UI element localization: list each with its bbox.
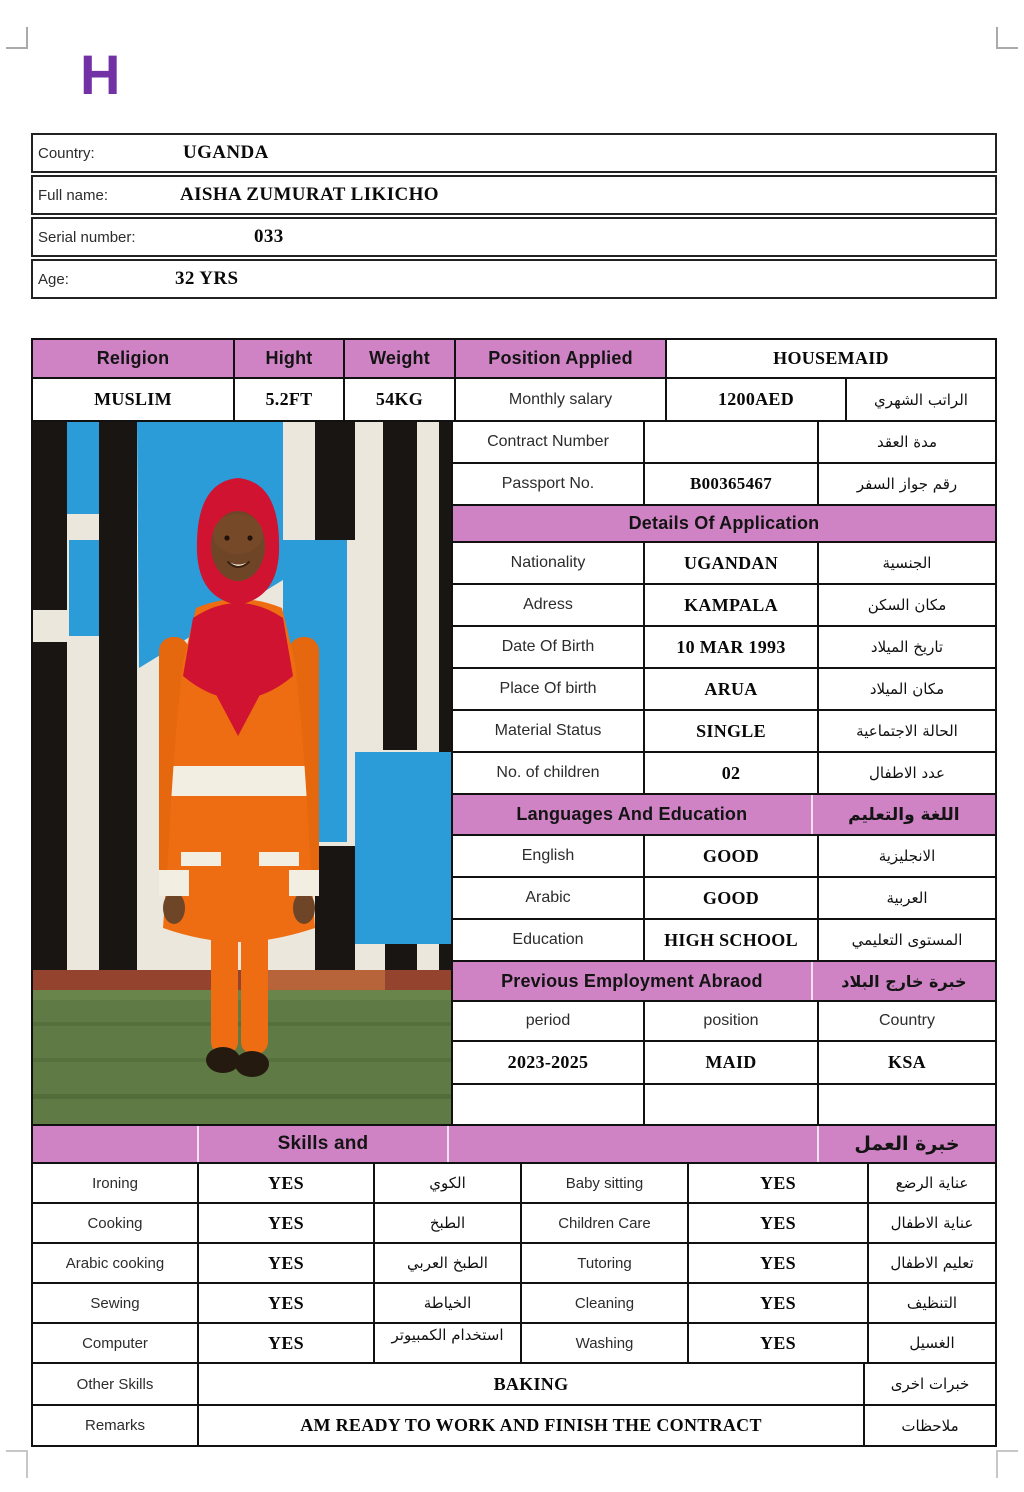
height-value: 5.2FT — [235, 379, 343, 420]
photo-and-details-section — [33, 422, 995, 1124]
full-name-label: Full name: — [38, 186, 109, 204]
age-row — [31, 259, 997, 299]
skill-computer-label: Computer — [33, 1324, 197, 1362]
skill-ironing-value: YES — [199, 1164, 373, 1202]
skill-tutoring-ar: تعليم الاطفال — [869, 1244, 995, 1282]
skill-childrencare-ar: عناية الاطفال — [869, 1204, 995, 1242]
skills-table — [33, 1164, 995, 1362]
skill-sewing-value: YES — [199, 1284, 373, 1322]
applicant-photo-illustration — [33, 422, 451, 1124]
skill-cleaning-value: YES — [689, 1284, 867, 1322]
arabic-value: GOOD — [645, 878, 817, 918]
skill-babysitting-label: Baby sitting — [522, 1164, 687, 1202]
period-column-header: period — [453, 1002, 643, 1040]
education-label-ar: المستوى التعليمي — [819, 920, 995, 960]
nationality-value: UGANDAN — [645, 543, 817, 583]
contract-number-label: Contract Number — [453, 422, 643, 462]
place-of-birth-label-ar: مكان الميلاد — [819, 669, 995, 709]
skills-section-header — [33, 1126, 995, 1162]
contract-number-value — [645, 422, 817, 462]
address-label: Adress — [453, 585, 643, 625]
children-count-value: 02 — [645, 753, 817, 793]
skill-childrencare-value: YES — [689, 1204, 867, 1242]
applicant-photo — [33, 422, 451, 1124]
previous-employment-header-ar: خبرة خارج البلاد — [813, 962, 995, 1000]
attributes-header-row — [33, 340, 995, 377]
age-label: Age: — [38, 270, 69, 288]
skill-cooking-ar: الطبخ — [375, 1204, 520, 1242]
previous-employment-header — [453, 962, 995, 1000]
skill-arabic-cooking-ar: الطبخ العربي — [375, 1244, 520, 1282]
skill-computer-value: YES — [199, 1324, 373, 1362]
previous-employment-header-en: Previous Employment Abraod — [453, 962, 811, 1000]
other-skills-ar: خبرات اخرى — [865, 1364, 995, 1404]
skill-washing-ar: الغسيل — [869, 1324, 995, 1362]
country-row — [31, 133, 997, 173]
country-column-header: Country — [819, 1002, 995, 1040]
employment-period-empty — [453, 1085, 643, 1124]
arabic-label-ar: العربية — [819, 878, 995, 918]
religion-header: Religion — [33, 340, 233, 377]
children-count-label-ar: عدد الاطفال — [819, 753, 995, 793]
skill-sewing-ar: الخياطة — [375, 1284, 520, 1322]
remarks-value: AM READY TO WORK AND FINISH THE CONTRACT — [199, 1406, 863, 1445]
remarks-ar: ملاحظات — [865, 1406, 995, 1445]
employment-position-value: MAID — [645, 1042, 817, 1083]
skill-tutoring-label: Tutoring — [522, 1244, 687, 1282]
employment-country-empty — [819, 1085, 995, 1124]
serial-number-label: Serial number: — [38, 228, 136, 246]
children-count-label: No. of children — [453, 753, 643, 793]
weight-value: 54KG — [345, 379, 454, 420]
languages-education-header — [453, 795, 995, 834]
contract-number-label-ar: مدة العقد — [819, 422, 995, 462]
skill-tutoring-value: YES — [689, 1244, 867, 1282]
page-corner-mark — [996, 1450, 1018, 1478]
monthly-salary-label: Monthly salary — [456, 379, 665, 420]
page-corner-mark — [6, 27, 28, 49]
employment-country-value: KSA — [819, 1042, 995, 1083]
passport-number-label: Passport No. — [453, 464, 643, 504]
date-of-birth-label: Date Of Birth — [453, 627, 643, 667]
passport-number-label-ar: رقم جواز السفر — [819, 464, 995, 504]
page-corner-mark — [6, 1450, 28, 1478]
skill-babysitting-ar: عناية الرضع — [869, 1164, 995, 1202]
agency-logo: H — [80, 43, 121, 106]
skill-cleaning-label: Cleaning — [522, 1284, 687, 1322]
skill-computer-ar: استخدام الكمبيوتر — [375, 1324, 520, 1362]
skill-cleaning-ar: التنظيف — [869, 1284, 995, 1322]
page-corner-mark — [996, 27, 1018, 49]
marital-status-value: SINGLE — [645, 711, 817, 751]
skills-band-title-ar: خبرة العمل — [819, 1126, 995, 1162]
full-name-value: AISHA ZUMURAT LIKICHO — [180, 184, 439, 205]
marital-status-label-ar: الحالة الاجتماعية — [819, 711, 995, 751]
remarks-row — [33, 1406, 995, 1445]
date-of-birth-label-ar: تاريخ الميلاد — [819, 627, 995, 667]
personal-info-table — [31, 133, 997, 301]
other-skills-label: Other Skills — [33, 1364, 197, 1404]
date-of-birth-value: 10 MAR 1993 — [645, 627, 817, 667]
employment-position-empty — [645, 1085, 817, 1124]
skill-ironing-label: Ironing — [33, 1164, 197, 1202]
weight-header: Weight — [345, 340, 454, 377]
serial-number-value: 033 — [254, 226, 284, 247]
skill-arabic-cooking-value: YES — [199, 1244, 373, 1282]
skill-cooking-value: YES — [199, 1204, 373, 1242]
skills-band-title-en: Skills and — [199, 1126, 447, 1162]
skills-band-spacer — [449, 1126, 817, 1162]
age-value: 32 YRS — [175, 268, 239, 289]
arabic-label: Arabic — [453, 878, 643, 918]
serial-number-row — [31, 217, 997, 257]
biodata-table — [31, 338, 997, 1447]
monthly-salary-label-ar: الراتب الشهري — [847, 379, 995, 420]
marital-status-label: Material Status — [453, 711, 643, 751]
skill-childrencare-label: Children Care — [522, 1204, 687, 1242]
address-label-ar: مكان السكن — [819, 585, 995, 625]
address-value: KAMPALA — [645, 585, 817, 625]
nationality-label: Nationality — [453, 543, 643, 583]
education-label: Education — [453, 920, 643, 960]
other-skills-value: BAKING — [199, 1364, 863, 1404]
languages-education-header-ar: اللغة والتعليم — [813, 795, 995, 834]
details-of-application-header: Details Of Application — [453, 506, 995, 541]
religion-value: MUSLIM — [33, 379, 233, 420]
other-skills-row — [33, 1364, 995, 1404]
skill-ironing-ar: الكوي — [375, 1164, 520, 1202]
country-value: UGANDA — [183, 142, 269, 163]
education-value: HIGH SCHOOL — [645, 920, 817, 960]
attributes-value-row — [33, 379, 995, 420]
english-value: GOOD — [645, 836, 817, 876]
skill-cooking-label: Cooking — [33, 1204, 197, 1242]
position-value: HOUSEMAID — [667, 340, 995, 377]
skill-babysitting-value: YES — [689, 1164, 867, 1202]
english-label-ar: الانجليزية — [819, 836, 995, 876]
languages-education-header-en: Languages And Education — [453, 795, 811, 834]
country-label: Country: — [38, 144, 95, 162]
application-details-panel — [453, 422, 995, 1124]
passport-number-value: B00365467 — [645, 464, 817, 504]
employment-period-value: 2023-2025 — [453, 1042, 643, 1083]
skills-band-spacer — [33, 1126, 197, 1162]
position-column-header: position — [645, 1002, 817, 1040]
skill-washing-label: Washing — [522, 1324, 687, 1362]
place-of-birth-value: ARUA — [645, 669, 817, 709]
remarks-label: Remarks — [33, 1406, 197, 1445]
skill-sewing-label: Sewing — [33, 1284, 197, 1322]
position-applied-header: Position Applied — [456, 340, 665, 377]
skill-washing-value: YES — [689, 1324, 867, 1362]
place-of-birth-label: Place Of birth — [453, 669, 643, 709]
skill-arabic-cooking-label: Arabic cooking — [33, 1244, 197, 1282]
height-header: Hight — [235, 340, 343, 377]
monthly-salary-value: 1200AED — [667, 379, 845, 420]
nationality-label-ar: الجنسية — [819, 543, 995, 583]
english-label: English — [453, 836, 643, 876]
full-name-row — [31, 175, 997, 215]
